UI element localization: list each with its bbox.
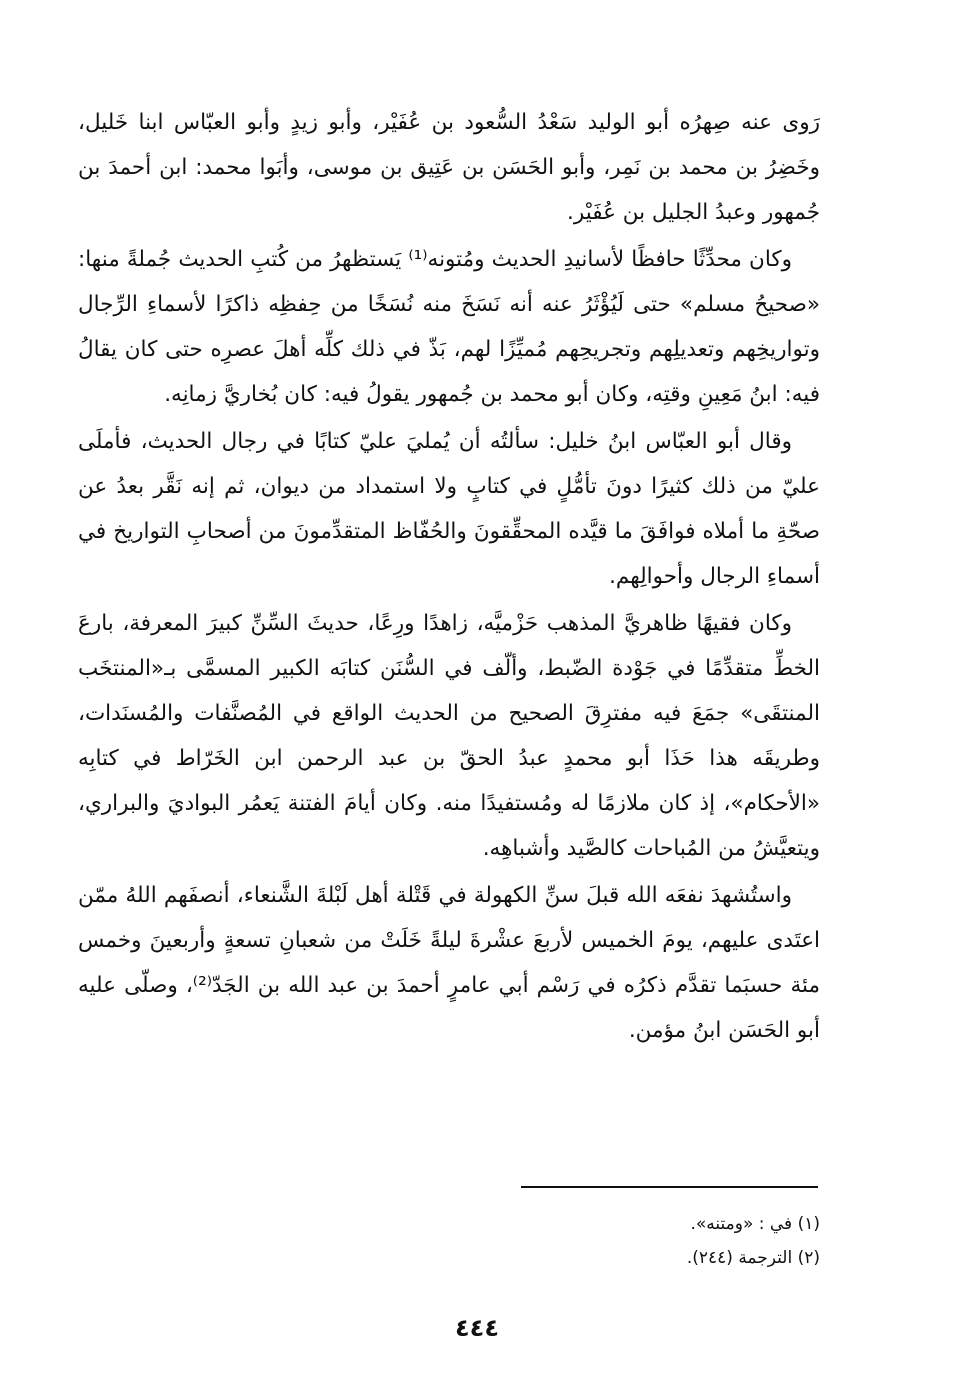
footnote-separator	[521, 1186, 818, 1188]
page-number: ٤٤٤	[455, 1314, 499, 1342]
paragraph-hadith-memorization: وكان محدِّثًا حافظًا لأسانيدِ الحديث ومُتونه⁽¹⁾ يَستظهرُ من كُتبِ الحديث جُملةً منها: «صحيحُ مسلم» حتى لَيُؤْثَرُ عنه أنه نَسَخَ منه نُسَخًا من حِفظِه ذاكرًا لأسماءِ الرِّجال وتواريخِهم وتعديلِهم وتجريحِهم مُميِّزًا لهم، بَذّ في ذلك كلِّه أهلَ عصرِه حتى كان يقالُ فيه: ابنُ مَعِينِ وقتِه، وكان أبو محمد بن جُمهور يقولُ فيه: كان بُخاريَّ زمانِه.	[78, 247, 820, 407]
paragraph-jurisprudence: وكان فقيهًا ظاهريَّ المذهب حَزْميَّه، زاهدًا ورِعًا، حديثَ السِّنِّ كبيرَ المعرفة، بارعَ الخطِّ متقدِّمًا في جَوْدة الضّبط، وألّف في السُّنَن كتابَه الكبير المسمَّى بـ«المنتخَب المنتقَى» جمَعَ فيه مفترِقَ الصحيح من الحديث الواقع في المُصنَّفات والمُسنَدات، وطريقَه هذا حَذَا أبو محمدٍ عبدُ الحقّ بن عبد الرحمن ابن الخَرّاط في كتابِه «الأحكام»، إذ كان ملازمًا له ومُستفيدًا منه. وكان أيامَ الفتنة يَعمُر البواديَ والبراري، ويتعيَّشُ من المُباحات كالصَّيد وأشباهِه.	[78, 611, 820, 861]
main-text	[78, 100, 820, 1053]
footnote-2: (٢) الترجمة (٢٤٤).	[686, 1248, 820, 1268]
paragraph-dictation: وقال أبو العبّاس ابنُ خليل: سألتُه أن يُمليَ عليّ كتابًا في رجال الحديث، فأملَى عليّ من ذلك كثيرًا دونَ تأمُّلٍ في كتابٍ ولا استمداد من ديوان، ثم إنه نَقَّر بعدُ عن صحّةِ ما أملاه فوافَقَ ما قيَّده المحقِّقونَ والحُفّاظ المتقدِّمونَ من أصحابِ التواريخ في أسماءِ الرجال وأحوالِهم.	[78, 429, 820, 589]
paragraph-narrators: رَوى عنه صِهرُه أبو الوليد سَعْدُ السُّعود بن عُفَيْر، وأبو زيدٍ وأبو العبّاس ابنا خَليل، وخَضِرُ بن محمد بن نَمِر، وأبو الحَسَن بن عَتِيق بن موسى، وأبَوا محمد: ابن أحمدَ بن جُمهور وعبدُ الجليل بن عُفَيْر.	[78, 110, 820, 225]
footnote-1: (١) في : «ومتنه».	[690, 1214, 820, 1234]
footnotes	[78, 1207, 820, 1275]
paragraph-martyrdom: واستُشهدَ نفعَه الله قبلَ سنِّ الكهولة في قَتْلة أهل لَبْلةَ الشَّنعاء، أنصفَهم اللهُ ممّن اعتَدى عليهم، يومَ الخميس لأربعَ عشْرةَ ليلةً خَلَتْ من شعبانِ تسعةٍ وأربعينَ وخمس مئة حسبَما تقدَّم ذكرُه في رَسْم أبي عامرٍ أحمدَ بن عبد الله بن الجَدّ⁽²⁾، وصلّى عليه أبو الحَسَن ابنُ مؤمن.	[78, 883, 821, 1043]
